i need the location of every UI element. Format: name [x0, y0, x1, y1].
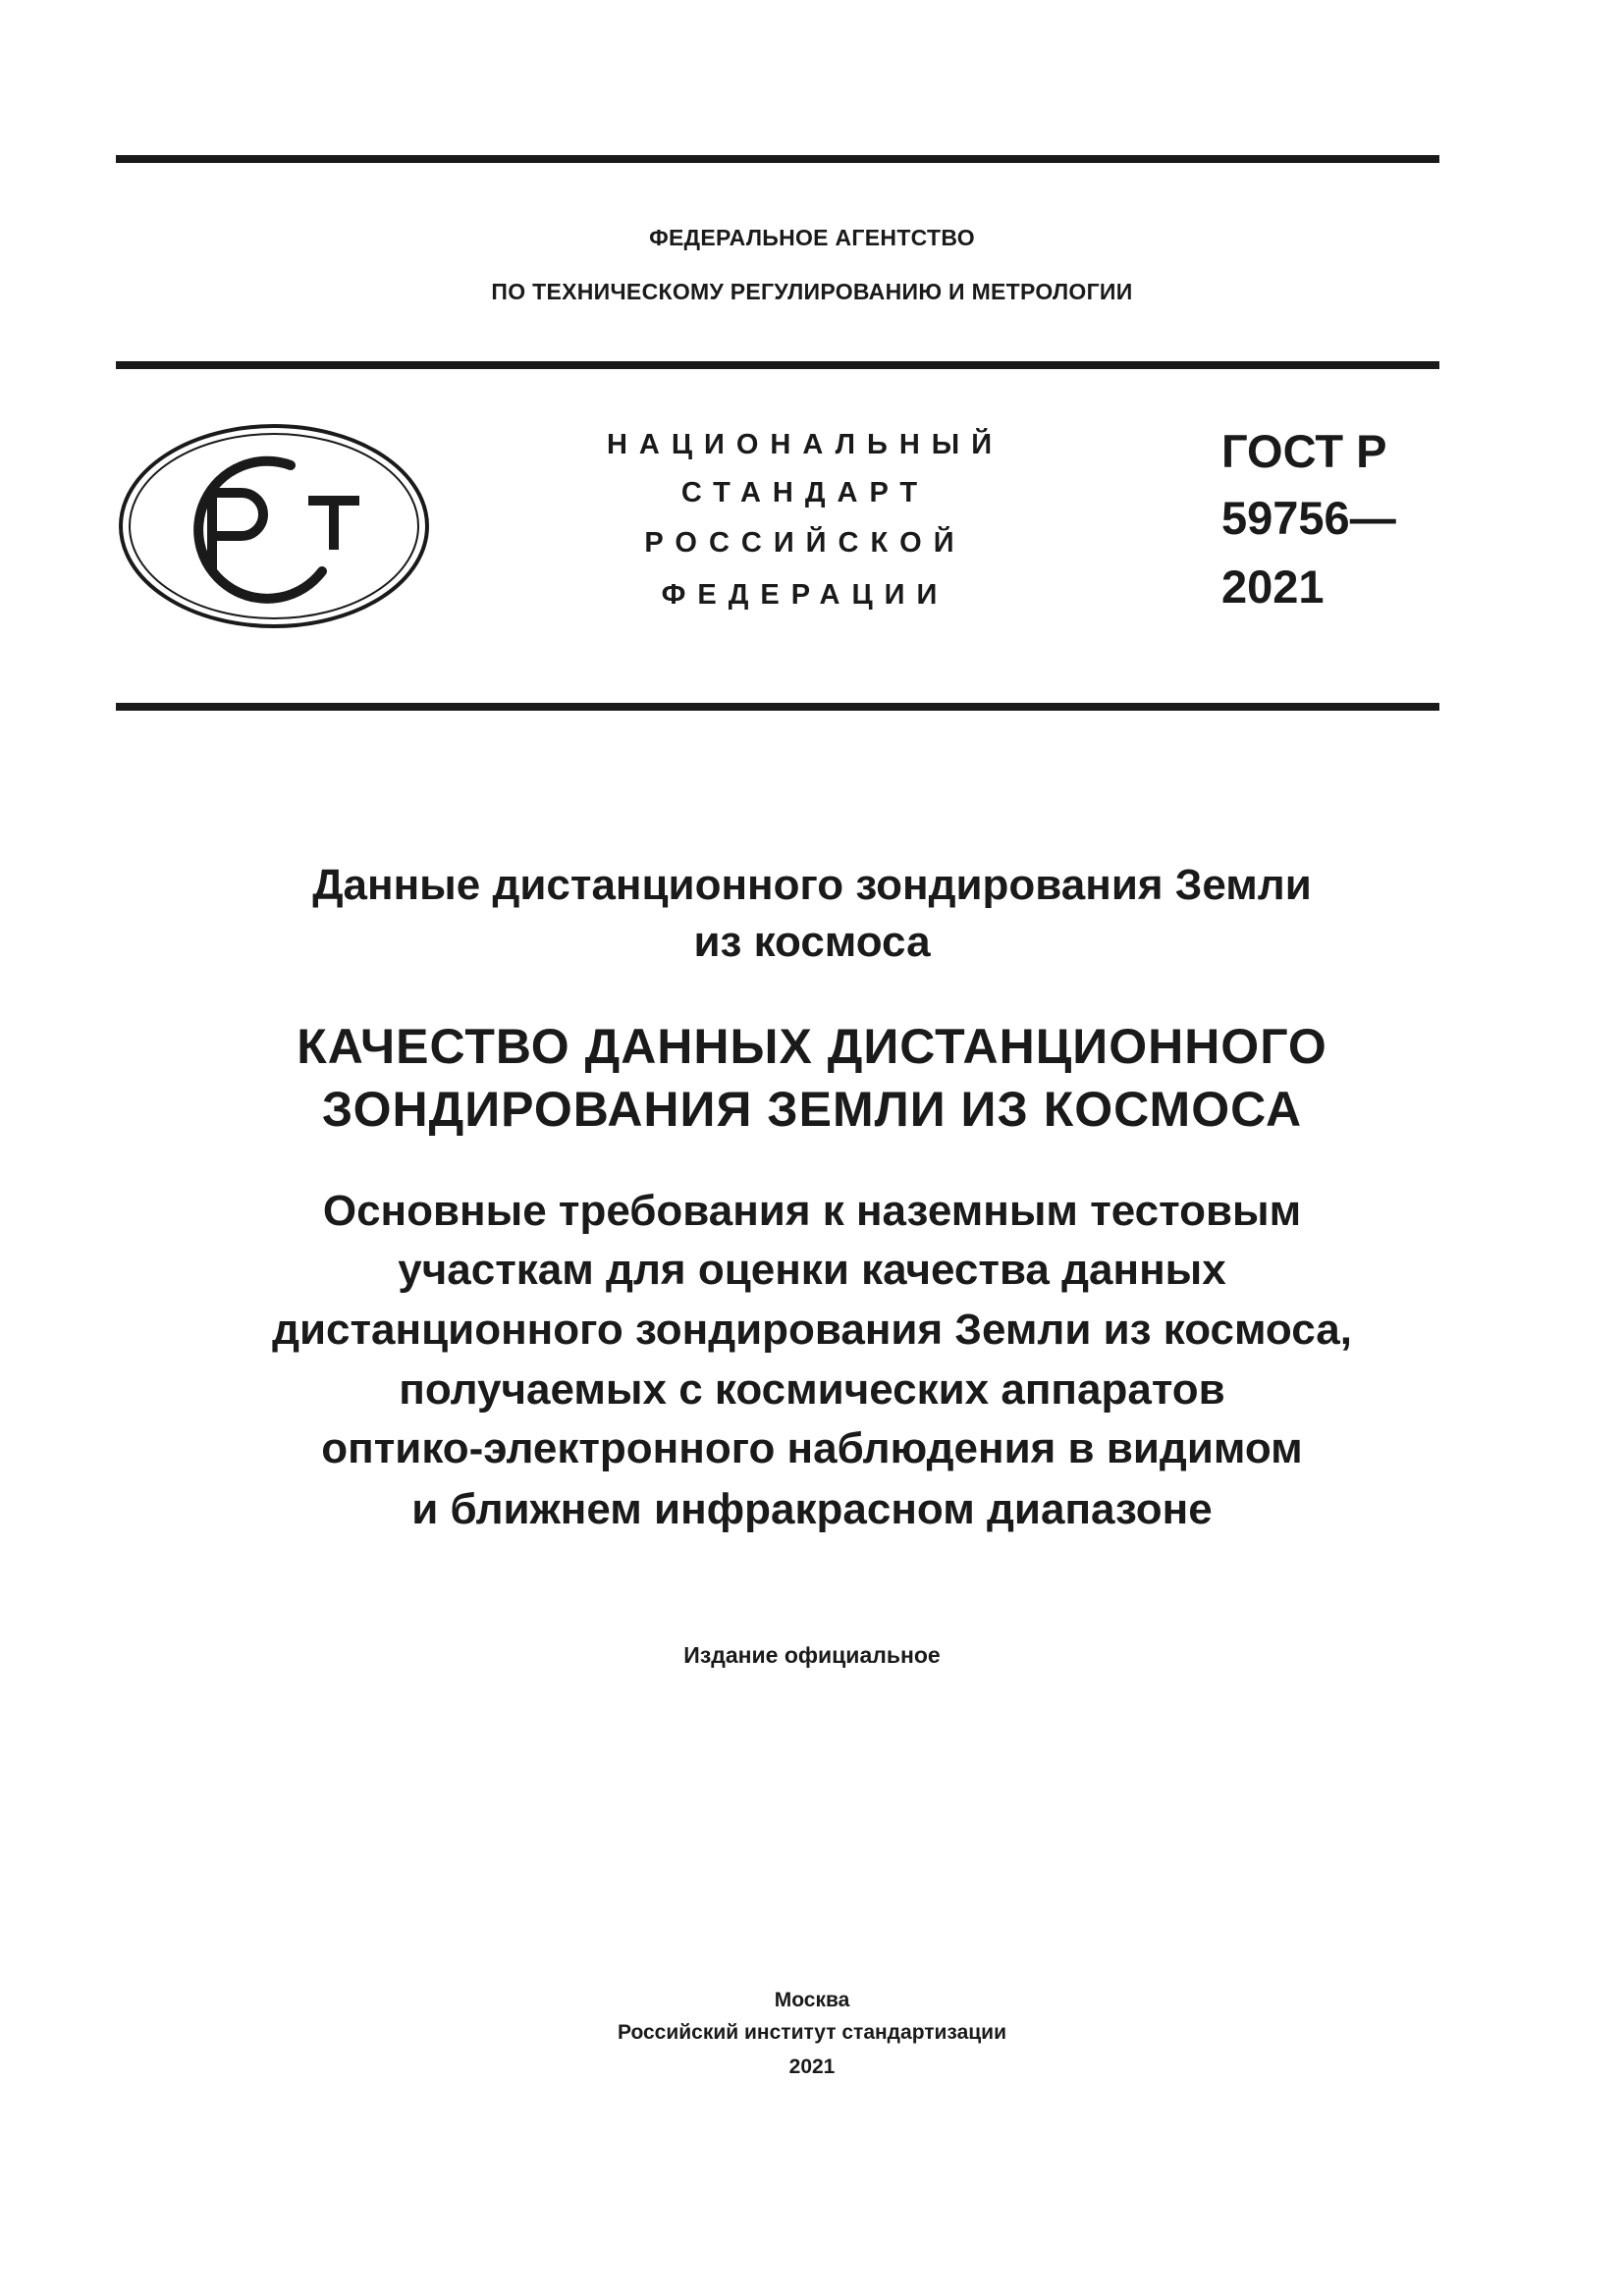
general-title-line-2: из космоса [693, 918, 931, 966]
subtitle-line-5: оптико-электронного наблюдения в видимом [321, 1424, 1303, 1472]
main-title-line-2: ЗОНДИРОВАНИЯ ЗЕМЛИ ИЗ КОСМОСА [321, 1082, 1303, 1137]
footer-publisher: Российский институт стандартизации [617, 2021, 1007, 2044]
edition-label: Издание официальное [683, 1642, 941, 1668]
subtitle-line-4: получаемых с космических аппаратов [399, 1365, 1225, 1414]
subtitle-line-1: Основные требования к наземным тестовым [322, 1187, 1302, 1235]
subtitle-line-3: дистанционного зондирования Земли из космоса, [272, 1306, 1352, 1354]
national-standard-line-4: ФЕДЕРАЦИИ [661, 579, 949, 611]
footer-year: 2021 [788, 2056, 836, 2078]
agency-line-2: ПО ТЕХНИЧЕСКОМУ РЕГУЛИРОВАНИЮ И МЕТРОЛОГИИ [491, 279, 1133, 304]
national-standard-line-1: НАЦИОНАЛЬНЫЙ [606, 429, 1004, 460]
header-rule [116, 361, 1439, 369]
standard-rule [116, 703, 1439, 711]
main-title-line-1: КАЧЕСТВО ДАННЫХ ДИСТАНЦИОННОГО [297, 1019, 1327, 1074]
subtitle-line-2: участкам для оценки качества данных [398, 1246, 1226, 1294]
gost-r-logo-icon [116, 422, 432, 630]
general-title-line-1: Данные дистанционного зондирования Земли [312, 861, 1312, 909]
agency-line-1: ФЕДЕРАЛЬНОЕ АГЕНТСТВО [649, 225, 975, 250]
top-rule [116, 155, 1439, 163]
gost-r-logo [116, 422, 432, 630]
gost-code-line-3: 2021 [1221, 561, 1325, 613]
subtitle-line-6: и ближнем инфракрасном диапазоне [411, 1485, 1213, 1533]
gost-code-line-2: 59756— [1221, 492, 1396, 544]
footer-city: Москва [774, 1989, 850, 2011]
national-standard-line-2: СТАНДАРТ [680, 477, 930, 508]
gost-code-line-1: ГОСТ Р [1221, 425, 1387, 477]
national-standard-line-3: РОССИЙСКОЙ [644, 527, 966, 559]
